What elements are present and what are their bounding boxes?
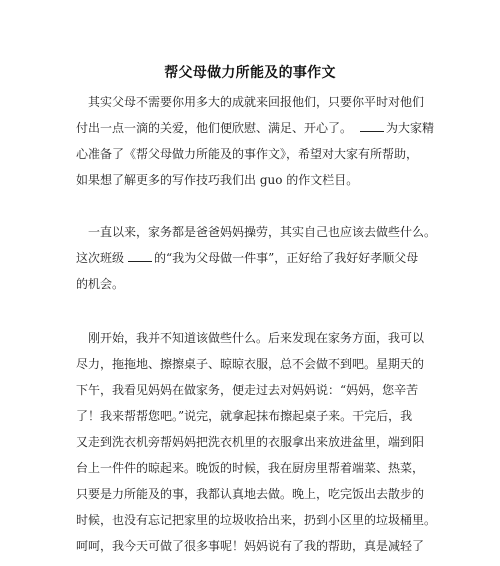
paragraph-3-line-5: 又走到洗衣机旁帮妈妈把洗衣机里的衣服拿出来放进盆里，端到阳 xyxy=(76,435,425,449)
paragraph-2-line-1: 一直以来，家务都是爸爸妈妈操劳，其实自己也应该去做些什么。 xyxy=(88,225,437,239)
paragraph-1-line-2-tail: 为大家精 xyxy=(386,121,435,135)
paragraph-3-line-8: 时候，也没有忘记把家里的垃圾收拾出来，扔到小区里的垃圾桶里。 xyxy=(76,513,437,527)
fill-in-blank xyxy=(128,250,152,262)
paragraph-3-line-4: 了！我来帮帮您吧。”说完，就拿起抹布擦起桌子来。干完后，我 xyxy=(76,409,413,423)
paragraph-1-line-3: 心准备了《帮父母做力所能及的事作文》，希望对大家有所帮助， xyxy=(76,147,419,161)
paragraph-3-line-9: 呵呵，我今天可做了很多事呢！妈妈说有了我的帮助，真是减轻了 xyxy=(76,539,425,553)
paragraph-3-line-7: 只要是力所能及的事，我都认真地去做。晚上，吃完饭出去散步的 xyxy=(76,487,425,501)
fill-in-blank xyxy=(360,120,384,132)
paragraph-3-line-3: 下午，我看见妈妈在做家务，便走过去对妈妈说：“妈妈，您辛苦 xyxy=(76,383,419,397)
paragraph-1-line-4: 如果想了解更多的写作技巧我们出 guo 的作文栏目。 xyxy=(76,173,359,187)
paragraph-3-line-6: 台上一件件的晾起来。晚饭的时候，我在厨房里帮着端菜、热菜， xyxy=(76,461,425,475)
paragraph-3-line-2: 尽力，拖拖地、擦擦桌子、晾晾衣服，总不会做不到吧。星期天的 xyxy=(76,357,425,371)
paragraph-1-line-1: 其实父母不需要你用多大的成就来回报他们，只要你平时对他们 xyxy=(88,95,425,109)
paragraph-2-line-3: 的机会。 xyxy=(76,277,125,291)
paragraph-2-line-2-text: 这次班级 xyxy=(76,251,125,265)
paragraph-1-line-2-text: 付出一点一滴的关爱，他们便欣慰、满足、开心了。 xyxy=(76,121,353,135)
paragraph-2-line-2 xyxy=(76,250,418,266)
paragraph-3-line-1: 刚开始，我并不知道该做些什么。后来发现在家务方面，我可以 xyxy=(88,331,425,345)
paragraph-2-line-2-tail: 的“我为父母做一件事”，正好给了我好好孝顺父母 xyxy=(154,251,419,265)
paragraph-1-line-2 xyxy=(76,120,434,136)
document-title: 帮父母做力所能及的事作文 xyxy=(164,65,336,81)
